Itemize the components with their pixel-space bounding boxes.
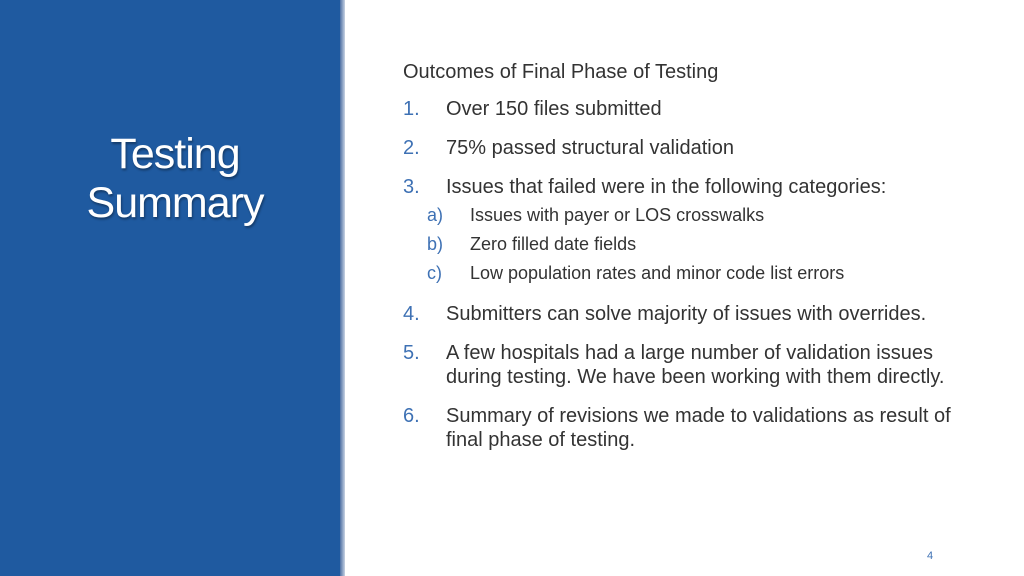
list-text: 75% passed structural validation — [446, 137, 734, 159]
list-item — [403, 175, 983, 199]
list-text: Summary of revisions we made to validations as result of final phase of testing. — [446, 405, 951, 451]
page-number: 4 — [926, 550, 934, 562]
title-panel — [0, 0, 340, 576]
content-area — [403, 58, 983, 467]
list-text: Submitters can solve majority of issues with overrides. — [446, 303, 927, 325]
sub-list-letter: a) — [427, 205, 444, 225]
list-item — [403, 97, 983, 121]
list-text: A few hospitals had a large number of validation issues during testing. We have been working with them directly. — [446, 342, 945, 388]
list-text: Over 150 files submitted — [446, 98, 662, 120]
list-number: 2. — [403, 137, 420, 159]
list-item — [403, 341, 983, 389]
sub-list — [427, 201, 983, 288]
list-number: 6. — [403, 405, 420, 427]
list-item — [403, 404, 983, 452]
sub-list-item — [427, 230, 983, 259]
sub-list-text: Low population rates and minor code list errors — [470, 263, 845, 283]
list-number: 3. — [403, 176, 420, 198]
panel-divider — [340, 0, 345, 576]
list-number: 5. — [403, 342, 420, 364]
list-number: 4. — [403, 303, 420, 325]
sub-list-item — [427, 259, 983, 288]
slide-title-line-2: Summary — [86, 179, 264, 227]
sub-list-text: Issues with payer or LOS crosswalks — [470, 205, 765, 225]
list-item — [403, 136, 983, 160]
sub-list-letter: c) — [427, 263, 442, 283]
sub-list-letter: b) — [427, 234, 444, 254]
sub-list-text: Zero filled date fields — [470, 234, 637, 254]
slide-title — [60, 130, 290, 228]
list-item — [403, 302, 983, 326]
list-number: 1. — [403, 98, 420, 120]
slide-title-line-1: Testing — [110, 130, 240, 178]
sub-list-item — [427, 201, 983, 230]
section-heading: Outcomes of Final Phase of Testing — [403, 61, 719, 83]
list-text: Issues that failed were in the following categories: — [446, 176, 887, 198]
